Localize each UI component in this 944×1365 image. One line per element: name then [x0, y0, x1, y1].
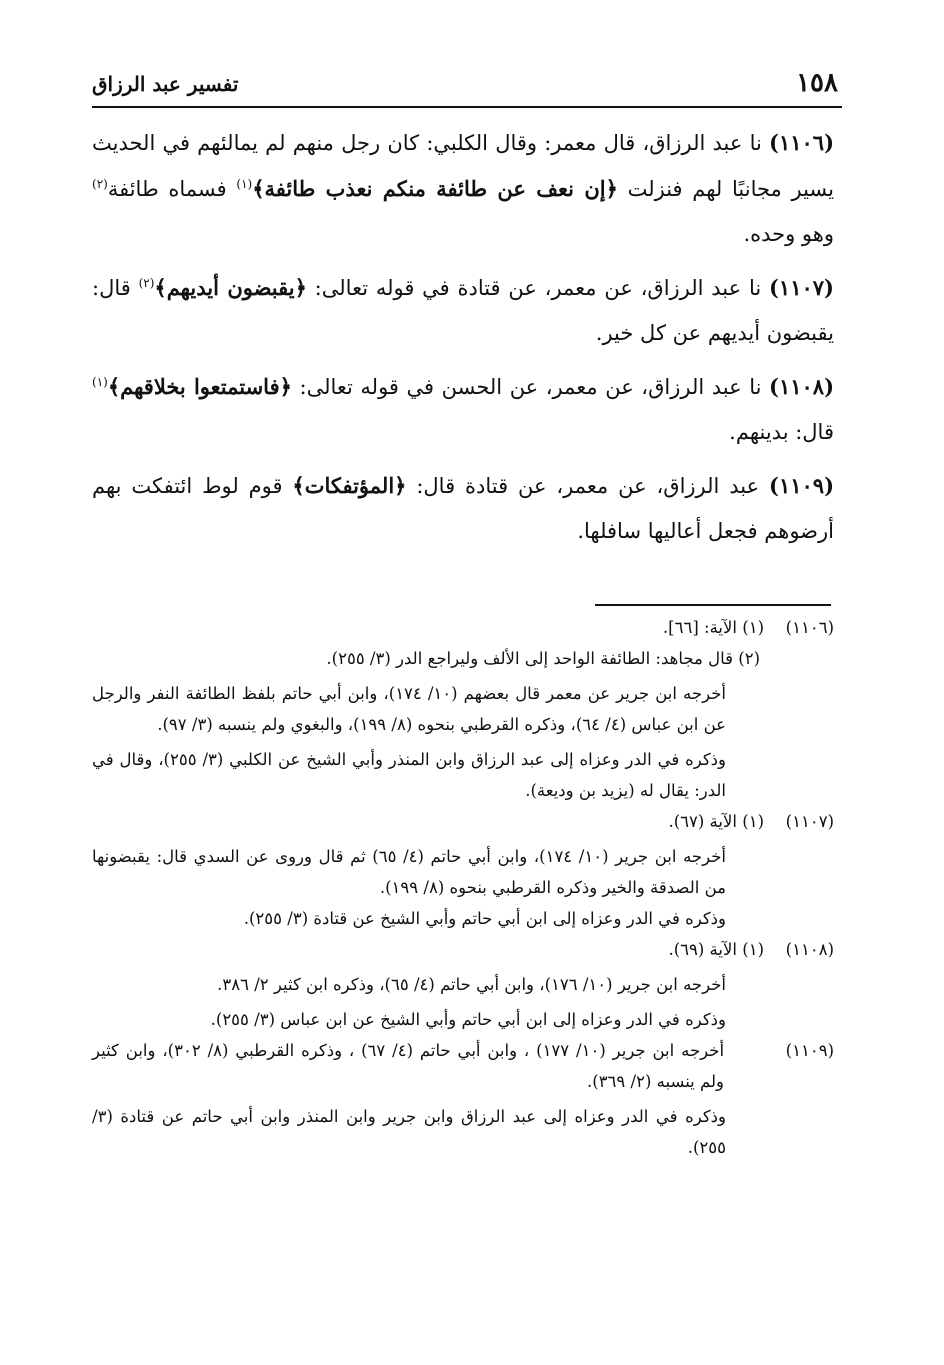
entry-text: قال: يقبضون أيديهم عن كل خير.	[92, 276, 834, 345]
footnote-label: (١١٠٩)	[785, 1041, 834, 1060]
footnote-text: (١) الآية (٦٧).	[668, 812, 764, 831]
quran-verse: ﴿فاستمتعوا بخلاقهم﴾	[107, 374, 292, 399]
footnote-text: وذكره في الدر وعزاه إلى عبد الرزاق وابن المنذر وأبي الشيخ عن الكلبي (٣/ ٢٥٥)، وقال في الدر: يقال له (يزيد بن وديعة).	[92, 750, 726, 800]
page-number: ١٥٨	[796, 68, 838, 98]
footnote-text: (٢) قال مجاهد: الطائفة الواحد إلى الألف وليراجع الدر (٣/ ٢٥٥).	[326, 649, 760, 668]
footnote-ref: (١)	[92, 375, 108, 389]
entry-text: نا عبد الرزاق، عن معمر، عن الحسن في قوله تعالى:	[291, 375, 769, 399]
entry-text: قوم لوط ائتفكت بهم أرضوهم فجعل أعاليها سافلها.	[92, 474, 834, 543]
running-title: تفسير عبد الرزاق	[92, 72, 239, 96]
footnote-text: (١) الآية (٦٩).	[668, 940, 764, 959]
entry-text: عبد الرزاق، عن معمر، عن قتادة قال:	[406, 474, 769, 498]
footnote-text: وذكره في الدر وعزاه إلى ابن أبي حاتم وأبي الشيخ عن قتادة (٣/ ٢٥٥).	[243, 909, 726, 928]
quran-verse: ﴿إن نعف عن طائفة منكم نعذب طائفة﴾	[252, 176, 618, 201]
footnote-ref: (١)	[236, 177, 253, 191]
entry-text: نا عبد الرزاق، عن معمر، عن قتادة في قوله تعالى:	[306, 276, 769, 300]
footnote-text: (١) الآية: [٦٦].	[662, 618, 764, 637]
footnote-1107: (١١٠٧) (١) الآية (٦٧).	[92, 806, 834, 837]
footnotes	[92, 612, 834, 1163]
quran-verse: ﴿المؤتفكات﴾	[292, 473, 407, 498]
quran-verse: ﴿يقبضون أيديهم﴾	[154, 275, 307, 300]
footnote-text: أخرجه ابن جرير عن معمر قال بعضهم (١٠/ ١٧٤)، وابن أبي حاتم بلفظ الطائفة النفر والرجل عن ابن عباس (٤/ ٦٤)، وذكره القرطبي بنحوه (٨/ ١٩٩)، والبغوي ولم ينسبه (٣/ ٩٧).	[92, 684, 726, 734]
entry-number: (١١٠٦)	[769, 130, 834, 155]
main-text	[92, 120, 834, 562]
entry-1107	[92, 265, 834, 356]
entry-number: (١١٠٨)	[769, 374, 834, 399]
entry-1106	[92, 120, 834, 257]
footnote-1106: (١١٠٦) (١) الآية: [٦٦].	[92, 612, 834, 643]
footnote-1108: (١١٠٨) (١) الآية (٦٩).	[92, 934, 834, 965]
footnote-ref: (٢)	[92, 177, 108, 191]
footnote-text: أخرجه ابن جرير (١٠/ ١٧٧) ، وابن أبي حاتم (٤/ ٦٧) ، وذكره القرطبي (٨/ ٣٠٢)، وابن كثير ولم ينسبه (٢/ ٣٦٩).	[92, 1041, 725, 1091]
entry-text: وهو وحده.	[743, 222, 834, 246]
entry-text: فسماه طائفة	[107, 177, 237, 201]
footnote-text: أخرجه ابن جرير (١٠/ ١٧٦)، وابن أبي حاتم (٤/ ٦٥)، وذكره ابن كثير ٢/ ٣٨٦.	[217, 975, 726, 994]
footnote-divider	[595, 604, 831, 606]
page-header	[92, 68, 842, 108]
footnote-ref: (٢)	[138, 276, 155, 290]
entry-number: (١١٠٩)	[769, 473, 834, 498]
entry-number: (١١٠٧)	[768, 275, 834, 300]
entry-text: قال: بدينهم.	[729, 420, 834, 444]
entry-1108	[92, 364, 834, 455]
footnote-text: أخرجه ابن جرير (١٠/ ١٧٤)، وابن أبي حاتم (٤/ ٦٥) ثم قال وروى عن السدي قال: يقبضونها من الصدقة والخير وذكره القرطبي بنحوه (٨/ ١٩٩).	[92, 847, 727, 897]
footnote-text: وذكره في الدر وعزاه إلى عبد الرزاق وابن جرير وابن المنذر وابن أبي حاتم عن قتادة (٣/ ٢٥٥).	[92, 1107, 726, 1157]
footnote-text: وذكره في الدر وعزاه إلى ابن أبي حاتم وأبي الشيخ عن ابن عباس (٣/ ٢٥٥).	[210, 1010, 726, 1029]
footnote-1109	[92, 1035, 834, 1097]
entry-text: نا عبد الرزاق، قال معمر: وقال الكلبي: كان رجل منهم لم يمالئهم في الحديث يسير مجانبًا لهم فنزلت	[92, 131, 834, 201]
entry-1109	[92, 463, 834, 554]
